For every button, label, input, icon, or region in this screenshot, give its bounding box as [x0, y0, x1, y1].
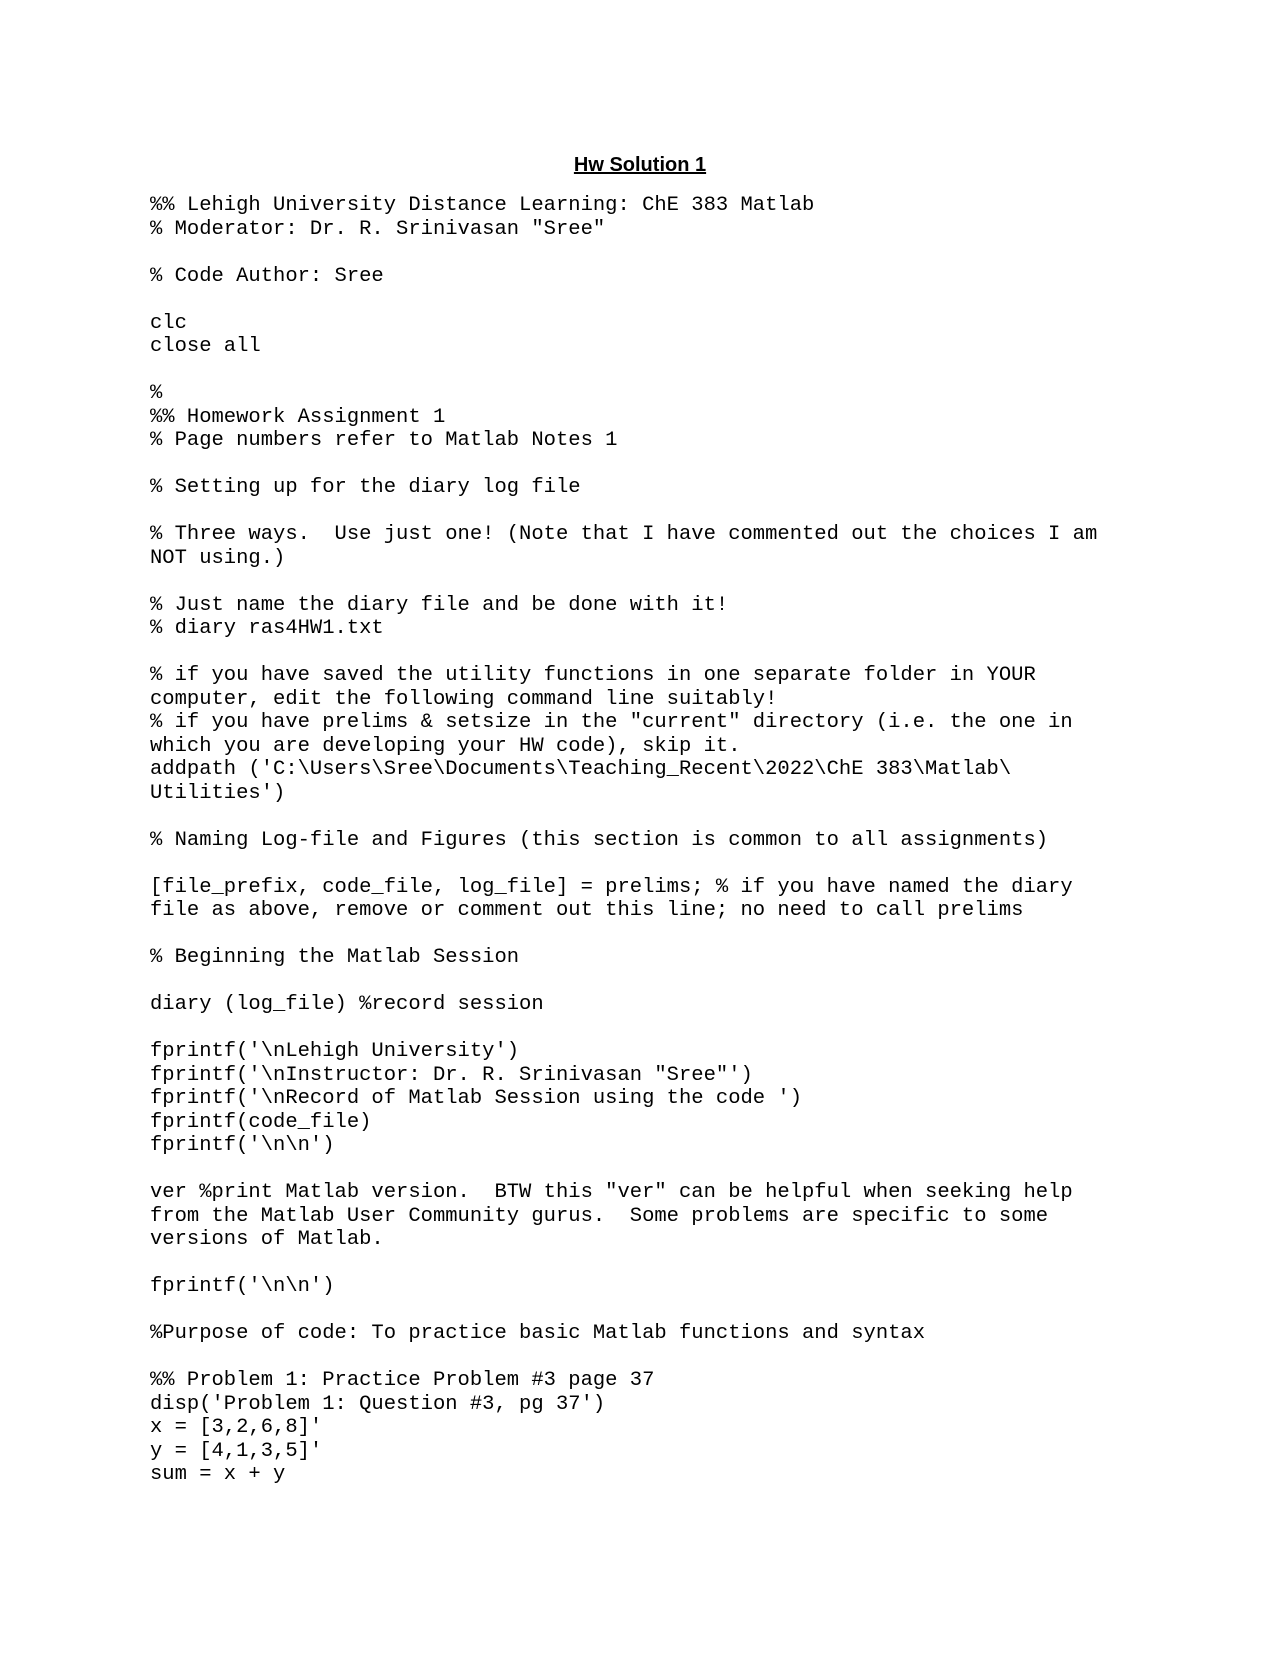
code-line: % Just name the diary file and be done with it!: [150, 593, 729, 617]
document-title: [0, 152, 1280, 178]
code-line: from the Matlab User Community gurus. Some problems are specific to some: [150, 1204, 1049, 1228]
code-line: % Naming Log-file and Figures (this section is common to all assignments): [150, 828, 1049, 852]
code-line: [150, 641, 1150, 665]
code-line: [150, 1346, 1150, 1370]
code-line: fprintf('\nInstructor: Dr. R. Srinivasan "Sree"'): [150, 1063, 753, 1087]
code-line: [150, 359, 1150, 383]
code-line: [150, 570, 1150, 594]
code-listing: [150, 194, 1150, 1487]
code-line: % Code Author: Sree: [150, 264, 384, 288]
code-line: versions of Matlab.: [150, 1228, 384, 1251]
code-line: NOT using.): [150, 546, 286, 570]
code-line: %Purpose of code: To practice basic Matlab functions and syntax: [150, 1322, 926, 1345]
code-line: [150, 1299, 1150, 1323]
code-line: x = [3,2,6,8]': [150, 1416, 323, 1439]
code-line: % Beginning the Matlab Session: [150, 946, 520, 969]
code-line: %: [150, 382, 163, 405]
code-line: % Page numbers refer to Matlab Notes 1: [150, 429, 618, 452]
code-line: [150, 288, 1150, 312]
code-line: file as above, remove or comment out this line; no need to call prelims: [150, 899, 1024, 922]
code-line: y = [4,1,3,5]': [150, 1439, 323, 1463]
code-line: [150, 852, 1150, 876]
code-line: addpath ('C:\Users\Sree\Documents\Teaching_Recent\2022\ChE 383\Matlab\: [150, 758, 1012, 781]
code-line: [150, 500, 1150, 524]
code-line: %% Problem 1: Practice Problem #3 page 37: [150, 1369, 655, 1392]
code-line: fprintf(code_file): [150, 1110, 372, 1134]
code-line: % diary ras4HW1.txt: [150, 617, 384, 640]
code-line: [150, 923, 1150, 947]
code-line: %% Homework Assignment 1: [150, 405, 446, 429]
code-line: % if you have prelims & setsize in the "current" directory (i.e. the one in: [150, 711, 1073, 734]
code-line: fprintf('\n\n'): [150, 1134, 335, 1157]
code-line: clc: [150, 311, 187, 335]
code-line: ver %print Matlab version. BTW this "ver" can be helpful when seeking help: [150, 1181, 1073, 1204]
code-line: Utilities'): [150, 781, 286, 805]
code-line: [150, 970, 1150, 994]
code-line: %% Lehigh University Distance Learning: ChE 383 Matlab: [150, 194, 815, 217]
code-line: which you are developing your HW code), skip it.: [150, 734, 741, 758]
code-line: [150, 805, 1150, 829]
code-line: % Moderator: Dr. R. Srinivasan "Sree": [150, 217, 606, 241]
code-line: sum = x + y: [150, 1463, 286, 1486]
code-line: [150, 241, 1150, 265]
code-line: computer, edit the following command line suitably!: [150, 687, 778, 711]
code-line: close all: [150, 335, 261, 358]
code-line: [150, 1017, 1150, 1041]
code-line: [file_prefix, code_file, log_file] = prelims; % if you have named the diary: [150, 875, 1073, 899]
code-line: fprintf('\nLehigh University'): [150, 1040, 520, 1063]
code-line: disp('Problem 1: Question #3, pg 37'): [150, 1392, 606, 1416]
code-line: diary (log_file) %record session: [150, 993, 544, 1016]
document-title-text: Hw Solution 1: [573, 154, 707, 176]
code-line: [150, 453, 1150, 477]
code-line: fprintf('\nRecord of Matlab Session using the code '): [150, 1087, 803, 1110]
code-line: [150, 1252, 1150, 1276]
code-line: % Setting up for the diary log file: [150, 476, 581, 499]
code-line: % if you have saved the utility functions in one separate folder in YOUR: [150, 664, 1036, 687]
code-line: % Three ways. Use just one! (Note that I have commented out the choices I am: [150, 523, 1098, 546]
code-line: fprintf('\n\n'): [150, 1275, 335, 1298]
code-line: [150, 1158, 1150, 1182]
